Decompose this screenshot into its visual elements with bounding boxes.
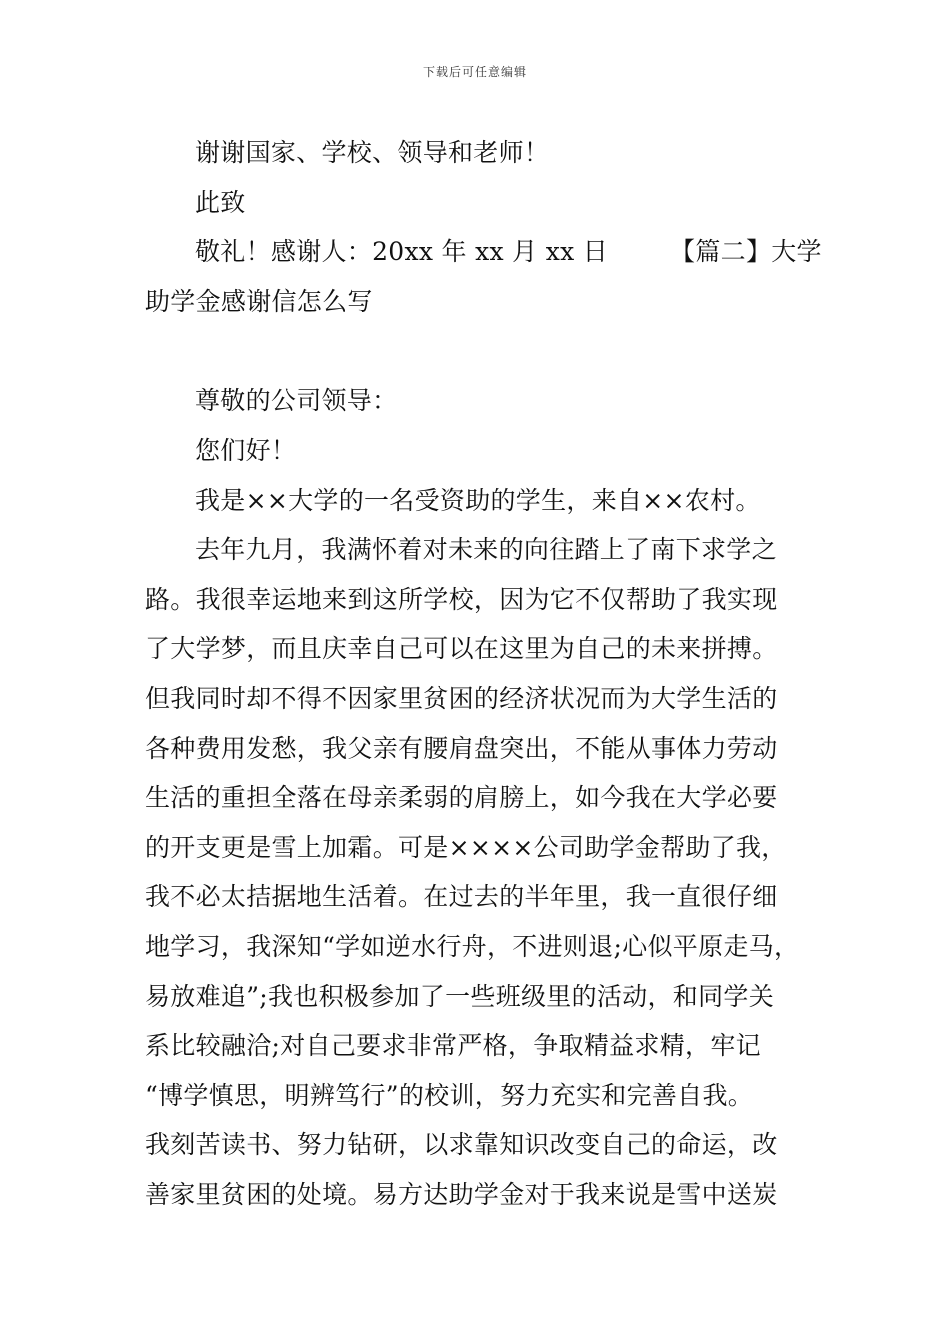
page-header: 下载后可任意编辑 — [422, 65, 527, 79]
thanks-line: 谢谢国家、学校、领导和老师！ — [195, 138, 550, 167]
paragraph-line: 地学习，我深知“学如逆水行舟，不进则退;心似平原走马， — [145, 931, 800, 961]
paragraph-line: 去年九月，我满怀着对未来的向往踏上了南下求学之 — [195, 535, 777, 565]
blank-line — [145, 326, 815, 376]
paragraph-line: 我刻苦读书、努力钻研，以求靠知识改变自己的命运，改 — [145, 1130, 778, 1160]
greeting: 您们好！ — [195, 435, 297, 465]
closing-line: 此致 — [195, 187, 246, 217]
signature-line — [145, 227, 822, 277]
paragraph-line: 路。我很幸运地来到这所学校，因为它不仅帮助了我实现 — [145, 584, 778, 614]
paragraph-intro: 我是××大学的一名受资助的学生，来自××农村。 — [195, 485, 761, 515]
paragraph-line: 我不必太拮据地生活着。在过去的半年里，我一直很仔细 — [145, 882, 778, 912]
section-title-start: 【篇二】大学 — [670, 237, 822, 267]
paragraph-line: 系比较融洽;对自己要求非常严格，争取精益求精，牢记 — [145, 1031, 761, 1061]
paragraph-line: “博学慎思，明辨笃行”的校训，努力充实和完善自我。 — [145, 1080, 754, 1110]
section-title-end: 助学金感谢信怎么写 — [145, 286, 373, 316]
paragraph-line: 的开支更是雪上加霜。可是××××公司助学金帮助了我， — [145, 832, 787, 862]
paragraph-line: 了大学梦，而且庆幸自己可以在这里为自己的未来拼搏。 — [145, 634, 778, 664]
document-body — [145, 128, 822, 1219]
paragraph-line: 易放难追”;我也积极参加了一些班级里的活动，和同学关 — [145, 981, 775, 1011]
paragraph-line: 各种费用发愁，我父亲有腰肩盘突出，不能从事体力劳动 — [145, 733, 778, 763]
paragraph-line: 善家里贫困的处境。易方达助学金对于我来说是雪中送炭 — [145, 1179, 778, 1209]
paragraph-line: 生活的重担全落在母亲柔弱的肩膀上，如今我在大学必要 — [145, 783, 778, 813]
paragraph-line: 但我同时却不得不因家里贫困的经济状况而为大学生活的 — [145, 683, 778, 713]
signature-text: 敬礼！感谢人：20xx 年 xx 月 xx 日 — [195, 237, 609, 267]
salutation: 尊敬的公司领导： — [195, 386, 398, 416]
